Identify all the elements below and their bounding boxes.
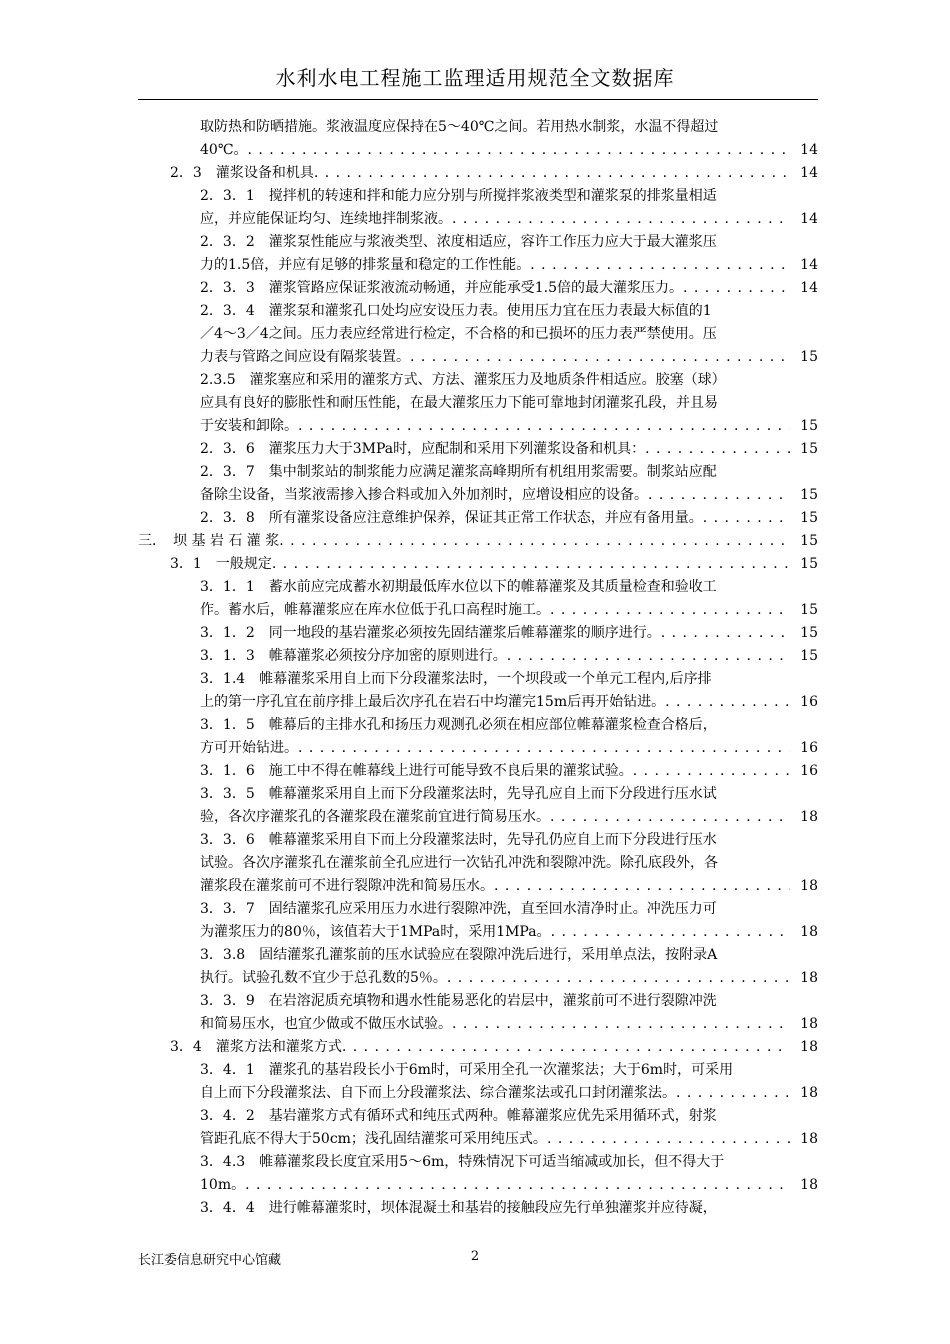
toc-entry-text: 力的1.5倍，并应有足够的排浆量和稳定的工作性能。 — [200, 257, 531, 273]
toc-page-number: 18 — [800, 1177, 818, 1193]
toc-entry-text: 2．3．3 灌浆管路应保证浆液流动畅通，并应能承受1.5倍的最大灌浆压力。 — [200, 280, 683, 296]
header-rule — [138, 99, 818, 100]
toc-line — [200, 806, 818, 829]
toc-entry-text: 应，并应能保证均匀、连续地拌制浆液。 — [200, 211, 452, 227]
toc-line — [200, 645, 818, 668]
page-header-title: 水利水电工程施工监理适用规范全文数据库 — [275, 66, 675, 90]
toc-line — [200, 1013, 818, 1036]
toc-page-number: 14 — [800, 142, 818, 158]
toc-entry-text: 3．3．7 固结灌浆孔应采用压力水进行裂隙冲洗，直至回水清净时止。冲洗压力可 — [200, 901, 717, 917]
toc-line — [200, 1128, 818, 1151]
toc-line — [200, 346, 818, 369]
toc-entry-text: 3．4．2 基岩灌浆方式有循环式和纯压式两种。帷幕灌浆应优先采用循环式，射浆 — [200, 1108, 717, 1124]
toc-line — [200, 576, 818, 599]
toc-page-number: 18 — [800, 1016, 818, 1032]
toc-page-number: 15 — [800, 533, 818, 549]
toc-leader-dots — [547, 1128, 790, 1151]
toc-leader-dots — [452, 208, 790, 231]
footer-source: 长江委信息研究中心馆藏 — [138, 1253, 282, 1268]
toc-leader-dots — [551, 921, 791, 944]
toc-page-number: 15 — [800, 441, 818, 457]
toc-leader-dots — [645, 438, 790, 461]
toc-leader-dots — [507, 645, 790, 668]
toc-line — [200, 369, 818, 392]
toc-line — [200, 392, 818, 415]
toc-entry-text: 方可开始钻进。 — [200, 740, 298, 756]
toc-entry-text: 力表与管路之间应设有隔浆装置。 — [200, 349, 410, 365]
toc-line — [200, 1151, 818, 1174]
toc-line — [200, 599, 818, 622]
toc-entry-text: 2．3．6 灌浆压力大于3MPa时，应配制和采用下列灌浆设备和机具： — [200, 441, 646, 457]
toc-entry-text: 于安装和卸除。 — [200, 418, 298, 434]
toc-entry-text: 备除尘设备，当浆液需掺入掺合料或加入外加剂时，应增设相应的设备。 — [200, 487, 648, 503]
toc-entry-text: 应具有良好的膨胀性和耐压性能，在最大灌浆压力下能可靠地封闭灌浆孔段，并且易 — [200, 395, 718, 411]
toc-line — [200, 875, 818, 898]
toc-line — [200, 438, 818, 461]
toc-line — [170, 1036, 818, 1059]
toc-line — [170, 162, 818, 185]
toc-leader-dots — [550, 806, 790, 829]
toc-line — [200, 300, 818, 323]
toc-entry-text: 3．1 一般规定 — [170, 556, 272, 572]
toc-page-number: 18 — [800, 878, 818, 894]
toc-entry-text: 3．3．9 在岩溶泥质充填物和遇水性能易恶化的岩层中，灌浆前可不进行裂隙冲洗 — [200, 993, 717, 1009]
toc-page-number: 16 — [800, 763, 818, 779]
toc-entry-text: 3．1.4 帷幕灌浆采用自上而下分段灌浆法时，一个坝段或一个单元工程内,后序排 — [200, 671, 712, 687]
toc-page-number: 15 — [800, 602, 818, 618]
toc-entry-text: 验，各次序灌浆孔的各灌浆段在灌浆前宜进行简易压水。 — [200, 809, 550, 825]
toc-line — [200, 1059, 818, 1082]
toc-entry-text: 灌浆段在灌浆前可不进行裂隙冲洗和简易压水。 — [200, 878, 494, 894]
toc-leader-dots — [452, 1013, 790, 1036]
toc-entry-text: 3．3．5 帷幕灌浆采用自上而下分段灌浆法时，先导孔应自上而下分段进行压水试 — [200, 786, 717, 802]
toc-entry-text: 为灌浆压力的80％，该值若大于1MPa时，采用1MPa。 — [200, 924, 551, 940]
toc-entry-text: 40℃。 — [200, 142, 248, 158]
toc-entry-text: 3．4 灌浆方法和灌浆方式 — [170, 1039, 342, 1055]
toc-line — [200, 1174, 818, 1197]
toc-line — [200, 760, 818, 783]
toc-leader-dots — [342, 1036, 790, 1059]
toc-entry-text: 3．1．3 帷幕灌浆必须按分序加密的原则进行。 — [200, 648, 507, 664]
toc-entry-text: 2．3．1 搅拌机的转速和拌和能力应分别与所搅拌浆液类型和灌浆泵的排浆量相适 — [200, 188, 717, 204]
toc-entry-text: 10m。 — [200, 1177, 246, 1193]
toc-line — [200, 277, 818, 300]
toc-line — [200, 783, 818, 806]
toc-entry-text: 自上而下分段灌浆法、自下而上分段灌浆法、综合灌浆法或孔口封闭灌浆法。 — [200, 1085, 676, 1101]
toc-page-number: 15 — [800, 556, 818, 572]
toc-entry-text: 作。蓄水后，帷幕灌浆应在库水位低于孔口高程时施工。 — [200, 602, 550, 618]
toc-entry-text: 三． 坝 基 岩 石 灌 浆 — [138, 533, 280, 549]
toc-leader-dots — [703, 507, 790, 530]
toc-line — [200, 691, 818, 714]
toc-entry-text: 取防热和防晒措施。浆液温度应保持在5～40℃之间。若用热水制浆，水温不得超过 — [200, 119, 719, 135]
toc-entry-text: 3．1．2 同一地段的基岩灌浆必须按先固结灌浆后帷幕灌浆的顺序进行。 — [200, 625, 661, 641]
toc-line — [200, 1105, 818, 1128]
toc-entry-text: 3．4．1 灌浆孔的基岩段长小于6m时，可采用全孔一次灌浆法；大于6m时，可采用 — [200, 1062, 734, 1078]
toc-line — [200, 231, 818, 254]
toc-page-number: 14 — [800, 165, 818, 181]
toc-leader-dots — [410, 346, 790, 369]
toc-entry-text: 执行。试验孔数不宜少于总孔数的5％。 — [200, 970, 447, 986]
toc-page-number: 18 — [800, 1085, 818, 1101]
toc-line — [200, 185, 818, 208]
toc-leader-dots — [298, 415, 790, 438]
toc-page-number: 15 — [800, 487, 818, 503]
toc-entry-text: 3．1．5 帷幕后的主排水孔和扬压力观测孔必须在相应部位帷幕灌浆检查合格后， — [200, 717, 717, 733]
toc-leader-dots — [272, 553, 790, 576]
toc-page-number: 18 — [800, 809, 818, 825]
toc-entry-text: 3．4．4 进行帷幕灌浆时，坝体混凝土和基岩的接触段应先行单独灌浆并应待凝， — [200, 1200, 717, 1216]
toc-line — [200, 829, 818, 852]
toc-leader-dots — [648, 484, 790, 507]
toc-leader-dots — [245, 1174, 790, 1197]
toc-leader-dots — [279, 530, 790, 553]
toc-entry-text: 管距孔底不得大于50cm；浅孔固结灌浆可采用纯压式。 — [200, 1131, 547, 1147]
toc-line — [200, 139, 818, 162]
toc-line — [200, 898, 818, 921]
toc-entry-text: 3．4.3 帷幕灌浆段长度宜采用5～6m，特殊情况下可适当缩减或加长，但不得大于 — [200, 1154, 725, 1170]
toc-leader-dots — [247, 139, 790, 162]
toc-leader-dots — [676, 1082, 790, 1105]
toc-leader-dots — [314, 162, 790, 185]
toc-page-number: 18 — [800, 924, 818, 940]
toc-leader-dots — [665, 691, 790, 714]
toc-page-number: 15 — [800, 510, 818, 526]
toc-leader-dots — [661, 622, 790, 645]
toc-line — [200, 921, 818, 944]
footer-page-number: 2 — [470, 1249, 480, 1264]
toc-entry-text: 和简易压水，也宜少做或不做压水试验。 — [200, 1016, 452, 1032]
toc-page-number: 14 — [800, 257, 818, 273]
toc-entry-text: 2．3 灌浆设备和机具 — [170, 165, 314, 181]
toc-entry-text: 3．1．1 蓄水前应完成蓄水初期最低库水位以下的帷幕灌浆及其质量检查和验收工 — [200, 579, 717, 595]
toc-line — [200, 967, 818, 990]
toc-line — [200, 415, 818, 438]
toc-line — [200, 1197, 818, 1220]
toc-line — [200, 116, 818, 139]
toc-page-number: 14 — [800, 211, 818, 227]
toc-line — [200, 714, 818, 737]
toc-page-number: 18 — [800, 1039, 818, 1055]
toc-line — [200, 461, 818, 484]
toc-page-number: 15 — [800, 418, 818, 434]
toc-line — [200, 507, 818, 530]
toc-line — [200, 622, 818, 645]
toc-entry-text: 2．3．4 灌浆泵和灌浆孔口处均应安设压力表。使用压力宜在压力表最大标值的1 — [200, 303, 712, 319]
toc-line — [200, 668, 818, 691]
toc-leader-dots — [530, 254, 790, 277]
toc-line — [200, 208, 818, 231]
toc-line — [170, 553, 818, 576]
toc-entry-text: 2．3．8 所有灌浆设备应注意维护保养，保证其正常工作状态，并应有备用量。 — [200, 510, 703, 526]
toc-page-number: 16 — [800, 694, 818, 710]
toc-entry-text: 上的第一序孔宜在前序排上最后次序孔在岩石中均灌完15m后再开始钻进。 — [200, 694, 666, 710]
toc-leader-dots — [633, 760, 790, 783]
toc-leader-dots — [298, 737, 790, 760]
toc-line — [200, 1082, 818, 1105]
toc-page-number: 15 — [800, 648, 818, 664]
toc-entry-text: 3．3．6 帷幕灌浆采用自下而上分段灌浆法时，先导孔仍应自上而下分段进行压水 — [200, 832, 717, 848]
toc-entry-text: 试验。各次序灌浆孔在灌浆前全孔应进行一次钻孔冲洗和裂隙冲洗。除孔底段外，各 — [200, 855, 718, 871]
toc-page-number: 15 — [800, 349, 818, 365]
toc-line — [200, 852, 818, 875]
toc-page-number: 14 — [800, 280, 818, 296]
toc-leader-dots — [447, 967, 790, 990]
toc-line — [200, 944, 818, 967]
toc-entry-text: 2.3.5 灌浆塞应和采用的灌浆方式、方法、灌浆压力及地质条件相适应。胶塞（球） — [200, 372, 726, 388]
toc-page-number: 16 — [800, 740, 818, 756]
toc-leader-dots — [494, 875, 790, 898]
toc-line — [200, 254, 818, 277]
toc-page-number: 15 — [800, 625, 818, 641]
toc-leader-dots — [550, 599, 790, 622]
toc-leader-dots — [683, 277, 790, 300]
toc-line — [200, 484, 818, 507]
toc-page-number: 18 — [800, 1131, 818, 1147]
toc-line — [200, 737, 818, 760]
toc-line — [200, 323, 818, 346]
toc-entry-text: ／4～3／4之间。压力表应经常进行检定，不合格的和已损坏的压力表严禁使用。压 — [200, 326, 717, 342]
toc-line — [138, 530, 818, 553]
toc-entry-text: 2．3．2 灌浆泵性能应与浆液类型、浓度相适应，容许工作压力应大于最大灌浆压 — [200, 234, 717, 250]
toc-entry-text: 3．1．6 施工中不得在帷幕线上进行可能导致不良后果的灌浆试验。 — [200, 763, 633, 779]
toc-line — [200, 990, 818, 1013]
toc-entry-text: 3．3.8 固结灌浆孔灌浆前的压水试验应在裂隙冲洗后进行，采用单点法，按附录A — [200, 947, 718, 963]
toc-page-number: 18 — [800, 970, 818, 986]
toc-entry-text: 2．3．7 集中制浆站的制浆能力应满足灌浆高峰期所有机组用浆需要。制浆站应配 — [200, 464, 717, 480]
